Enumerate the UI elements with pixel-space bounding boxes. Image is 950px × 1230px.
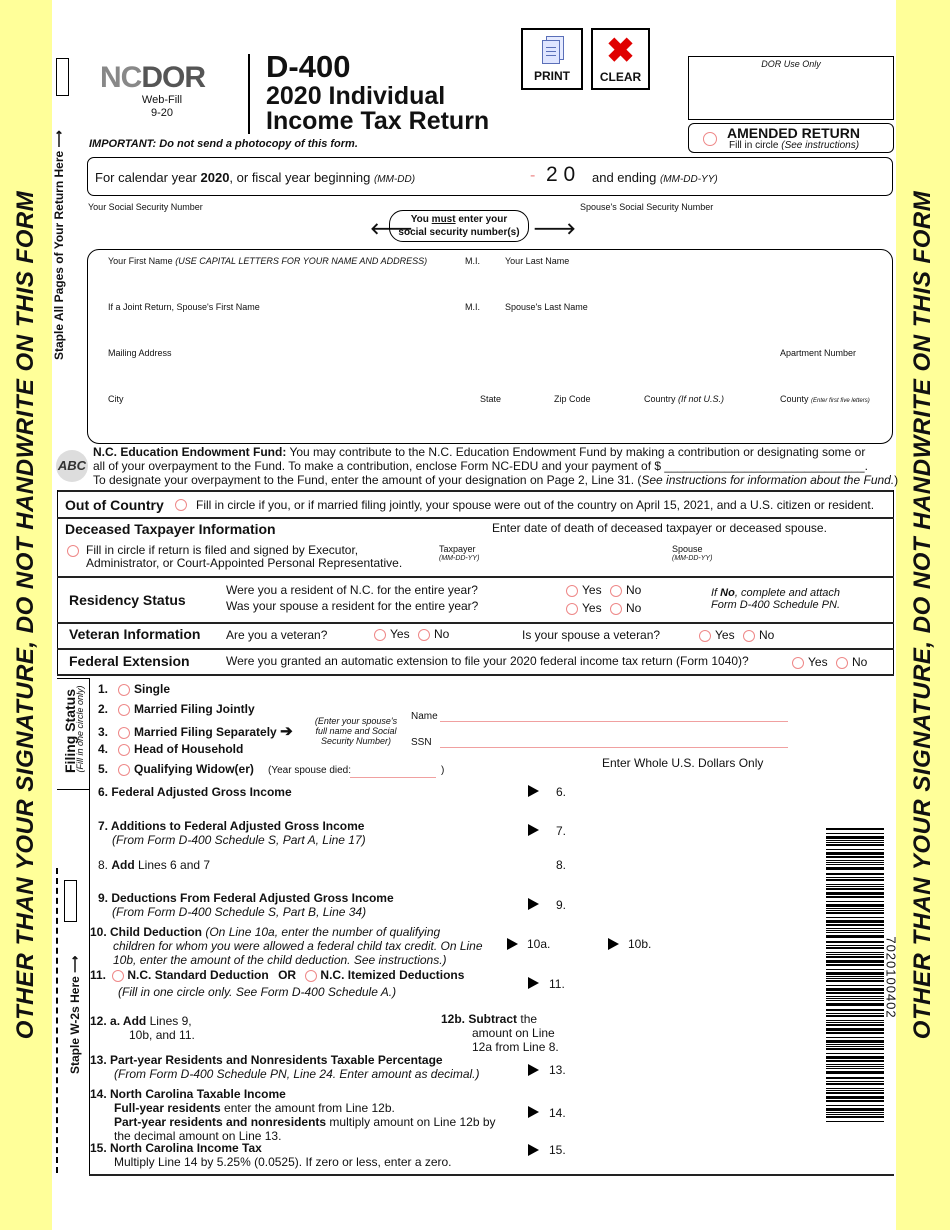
barcode-bar bbox=[826, 1048, 884, 1050]
barcode-bar bbox=[826, 935, 884, 938]
barcode-bar bbox=[826, 1116, 884, 1118]
print-label: PRINT bbox=[534, 69, 570, 83]
line-12a-label: 12. a. Add Lines 9, 10b, and 11. bbox=[90, 1014, 195, 1042]
barcode-bar bbox=[826, 928, 884, 929]
ncdor-logo bbox=[100, 62, 228, 120]
barcode-bar bbox=[826, 886, 884, 887]
header-divider bbox=[248, 54, 250, 134]
spouse-ssn-label: Spouse's Social Security Number bbox=[580, 202, 714, 212]
line-6-label: 6. Federal Adjusted Gross Income bbox=[98, 785, 292, 799]
filing-status-note: (Fill in one circle only) bbox=[75, 685, 85, 773]
form-title-1: 2020 Individual bbox=[266, 82, 446, 110]
ssn-arrow-right: 🡒 bbox=[533, 221, 576, 238]
barcode-bar bbox=[826, 964, 884, 966]
spouse-name-input[interactable] bbox=[440, 721, 788, 722]
barcode-bar bbox=[826, 947, 884, 949]
barcode-bar bbox=[826, 972, 884, 975]
barcode-bar bbox=[826, 862, 884, 863]
clear-label: CLEAR bbox=[599, 70, 642, 84]
print-icon bbox=[539, 36, 565, 68]
clear-x-icon: ✖ bbox=[606, 32, 635, 70]
barcode-bar bbox=[826, 1020, 884, 1021]
barcode-bar bbox=[826, 884, 884, 885]
barcode-bar bbox=[826, 1108, 884, 1111]
barcode-bar bbox=[826, 1096, 884, 1099]
fiscal-yy: 2 0 bbox=[546, 163, 576, 186]
form-number: D-400 bbox=[266, 49, 351, 84]
extension-title: Federal Extension bbox=[69, 653, 190, 669]
barcode-bar bbox=[826, 1090, 884, 1091]
staple-pages-text: Staple All Pages of Your Return Here ⟶ bbox=[52, 130, 66, 360]
barcode-bar bbox=[826, 969, 884, 970]
extension-yes[interactable]: Yes bbox=[792, 655, 828, 669]
barcode-bar bbox=[826, 1068, 884, 1069]
filing-head-household[interactable]: 4. Head of Household bbox=[98, 742, 244, 756]
logo-dor: DOR bbox=[141, 61, 206, 94]
barcode-bar bbox=[826, 901, 884, 902]
ssn-arrow-left: 🡐 bbox=[370, 221, 413, 238]
executor-radio[interactable] bbox=[67, 545, 79, 557]
barcode-number: 7020100402 bbox=[883, 936, 899, 1019]
barcode-bar bbox=[826, 1083, 884, 1085]
spouse-resident-no[interactable]: No bbox=[610, 601, 641, 615]
staple-box-top bbox=[56, 58, 69, 96]
barcode-bar bbox=[826, 879, 884, 881]
veteran-title: Veteran Information bbox=[69, 626, 201, 642]
line-15-label: 15. North Carolina Income Tax Multiply Line 14 by 5.25% (0.0525). If zero or less, enter a zero. bbox=[90, 1141, 452, 1169]
barcode-bar bbox=[826, 852, 884, 855]
barcode-bar bbox=[826, 1046, 884, 1047]
barcode-bar bbox=[826, 842, 884, 843]
line-10-label: 10. Child Deduction (On Line 10a, enter the number of qualifying children for whom you were allowed a federal child tax credit. On Line 10b, enter the amount of the child deduction. See instructions.) bbox=[90, 925, 483, 967]
endowment-text: N.C. Education Endowment Fund: You may contribute to the N.C. Education Endowment Fund by making a contribution or designating some or all of your overpayment to the Fund. To make a contribution, enclose Form NC-EDU and your payment of $ ______________________________. To designate your overpayment to the Fund, enter the amount of your designation on Page 2, Line 31. (See instructions for information about the Fund.) bbox=[93, 445, 899, 487]
barcode-bar bbox=[826, 1044, 884, 1045]
barcode-bar bbox=[826, 867, 884, 870]
barcode-bar bbox=[826, 836, 884, 839]
barcode-bar bbox=[826, 1100, 884, 1102]
web-fill-label: Web-Fill bbox=[141, 94, 183, 106]
barcode-bar bbox=[826, 1060, 884, 1062]
filing-status-title: Filing Status bbox=[62, 689, 78, 773]
filing-separate[interactable]: 3. Married Filing Separately ➔ bbox=[98, 723, 293, 740]
barcode-bar bbox=[826, 996, 884, 997]
version-label: 9-20 bbox=[150, 107, 174, 119]
barcode-bar bbox=[826, 952, 884, 953]
barcode-bar bbox=[826, 904, 884, 907]
barcode-bar bbox=[826, 1003, 884, 1006]
staple-w2-bracket bbox=[56, 868, 74, 1173]
important-note: IMPORTANT: Do not send a photocopy of this form. bbox=[89, 138, 358, 150]
dor-use-box: DOR Use Only bbox=[688, 56, 894, 120]
fiscal-year-box: For calendar year 2020, or fiscal year beginning (MM-DD) - 2 0 and ending (MM-DD-YY) bbox=[87, 157, 893, 196]
barcode-bar bbox=[826, 976, 884, 977]
resident-no[interactable]: No bbox=[610, 583, 641, 597]
barcode-bar bbox=[826, 1037, 884, 1038]
line-13-label: 13. Part-year Residents and Nonresidents Taxable Percentage (From Form D-400 Schedule PN, Line 24. Enter amount as decimal.) bbox=[90, 1053, 480, 1081]
barcode-bar bbox=[826, 1028, 884, 1031]
extension-no[interactable]: No bbox=[836, 655, 867, 669]
fiscal-dash: - bbox=[530, 167, 536, 184]
line-11-label: 11. N.C. Standard Deduction OR N.C. Itemized Deductions bbox=[90, 968, 465, 982]
barcode-bar bbox=[826, 888, 884, 890]
veteran-yes[interactable]: Yes bbox=[374, 627, 410, 641]
deceased-title: Deceased Taxpayer Information bbox=[65, 521, 276, 537]
barcode-bar bbox=[826, 912, 884, 914]
barcode-bar bbox=[826, 1015, 884, 1017]
form-title-2: Income Tax Return bbox=[266, 107, 490, 135]
barcode-bar bbox=[826, 1022, 884, 1023]
barcode-bar bbox=[826, 1000, 884, 1001]
barcode-bar bbox=[826, 920, 884, 923]
barcode-bar bbox=[826, 980, 884, 982]
barcode-bar bbox=[826, 1013, 884, 1014]
barcode-bar bbox=[826, 1066, 884, 1067]
barcode-bar bbox=[826, 844, 884, 846]
barcode-bar bbox=[826, 896, 884, 898]
resident-yes[interactable]: Yes bbox=[566, 583, 602, 597]
barcode-bar bbox=[826, 988, 884, 991]
filing-joint[interactable]: 2. Married Filing Jointly bbox=[98, 702, 255, 716]
left-warning-text: OTHER THAN YOUR SIGNATURE, DO NOT HANDWRITE ON THIS FORM bbox=[12, 190, 39, 1040]
barcode-bar bbox=[826, 930, 884, 931]
barcode bbox=[826, 828, 884, 1124]
staple-w2-text: Staple W-2s Here ⟶ bbox=[68, 955, 82, 1074]
barcode-bar bbox=[826, 833, 884, 834]
out-of-country-title: Out of Country bbox=[65, 497, 164, 513]
barcode-bar bbox=[826, 978, 884, 979]
barcode-bar bbox=[826, 945, 884, 946]
spouse-veteran-yes[interactable]: Yes bbox=[699, 628, 735, 642]
residency-title: Residency Status bbox=[69, 592, 186, 608]
barcode-bar bbox=[826, 864, 884, 865]
standard-deduction-radio[interactable] bbox=[112, 970, 124, 982]
spouse-veteran-no[interactable]: No bbox=[743, 628, 774, 642]
year-died-input[interactable] bbox=[350, 777, 436, 778]
barcode-bar bbox=[826, 840, 884, 841]
barcode-bar bbox=[826, 932, 884, 933]
line-14-label: 14. North Carolina Taxable Income Full-year residents enter the amount from Line 12b. Part-year residents and nonresidents multiply amount on Line 12b by the decimal amount on Line 13. bbox=[90, 1087, 496, 1143]
line-7-label: 7. Additions to Federal Adjusted Gross Income (From Form D-400 Schedule S, Part A, Line 17) bbox=[98, 819, 366, 847]
barcode-bar bbox=[826, 860, 884, 861]
barcode-bar bbox=[826, 856, 884, 858]
spouse-resident-yes[interactable]: Yes bbox=[566, 601, 602, 615]
print-button[interactable] bbox=[521, 28, 583, 90]
ssn-must-note: You must enter your social security number(s) bbox=[389, 210, 529, 242]
your-ssn-label: Your Social Security Number bbox=[88, 202, 203, 212]
barcode-bar bbox=[826, 1114, 884, 1115]
line-9-label: 9. Deductions From Federal Adjusted Gross Income (From Form D-400 Schedule S, Part B, Line 34) bbox=[98, 891, 394, 919]
barcode-bar bbox=[826, 924, 884, 926]
barcode-bar bbox=[826, 828, 884, 830]
barcode-bar bbox=[826, 1081, 884, 1082]
logo-nc: NC bbox=[100, 61, 142, 94]
barcode-bar bbox=[826, 954, 884, 955]
barcode-bar bbox=[826, 1040, 884, 1043]
line-8-label: 8. Add Lines 6 and 7 bbox=[98, 858, 211, 872]
name-address-box bbox=[87, 249, 893, 444]
barcode-bar bbox=[826, 941, 884, 943]
out-of-country-radio[interactable] bbox=[175, 499, 187, 511]
barcode-bar bbox=[826, 960, 884, 963]
barcode-bar bbox=[826, 992, 884, 994]
veteran-no[interactable]: No bbox=[418, 627, 449, 641]
right-warning-text: OTHER THAN YOUR SIGNATURE, DO NOT HANDWRITE ON THIS FORM bbox=[909, 190, 936, 1040]
barcode-bar bbox=[826, 998, 884, 999]
barcode-bar bbox=[826, 1024, 884, 1026]
barcode-bar bbox=[826, 849, 884, 850]
endowment-icon: ABC bbox=[56, 450, 88, 482]
barcode-bar bbox=[826, 985, 884, 986]
amended-return-box[interactable]: AMENDED RETURN Fill in circle (See instructions) bbox=[688, 123, 894, 153]
barcode-bar bbox=[826, 877, 884, 878]
barcode-bar bbox=[826, 1009, 884, 1011]
barcode-bar bbox=[826, 1064, 884, 1065]
barcode-bar bbox=[826, 1112, 884, 1113]
itemized-deduction-radio[interactable] bbox=[305, 970, 317, 982]
barcode-bar bbox=[826, 1056, 884, 1059]
barcode-bar bbox=[826, 1053, 884, 1054]
line-12b-label: 12b. Subtract the amount on Line 12a from Line 8. bbox=[441, 1012, 559, 1054]
barcode-bar bbox=[826, 1092, 884, 1094]
filing-widow[interactable]: 5. Qualifying Widow(er) bbox=[98, 762, 254, 776]
barcode-bar bbox=[826, 908, 884, 909]
barcode-bar bbox=[826, 873, 884, 875]
barcode-bar bbox=[826, 1032, 884, 1034]
barcode-bar bbox=[826, 1121, 884, 1122]
barcode-bar bbox=[826, 910, 884, 911]
barcode-bar bbox=[826, 1105, 884, 1106]
spouse-ssn-input[interactable] bbox=[440, 747, 788, 748]
clear-button[interactable] bbox=[591, 28, 650, 90]
barcode-bar bbox=[826, 1088, 884, 1089]
barcode-bar bbox=[826, 892, 884, 895]
amended-radio[interactable] bbox=[703, 132, 717, 146]
barcode-bar bbox=[826, 917, 884, 918]
barcode-bar bbox=[826, 956, 884, 958]
barcode-bar bbox=[826, 1071, 884, 1074]
barcode-bar bbox=[826, 1077, 884, 1079]
filing-single[interactable]: 1. Single bbox=[98, 682, 171, 696]
